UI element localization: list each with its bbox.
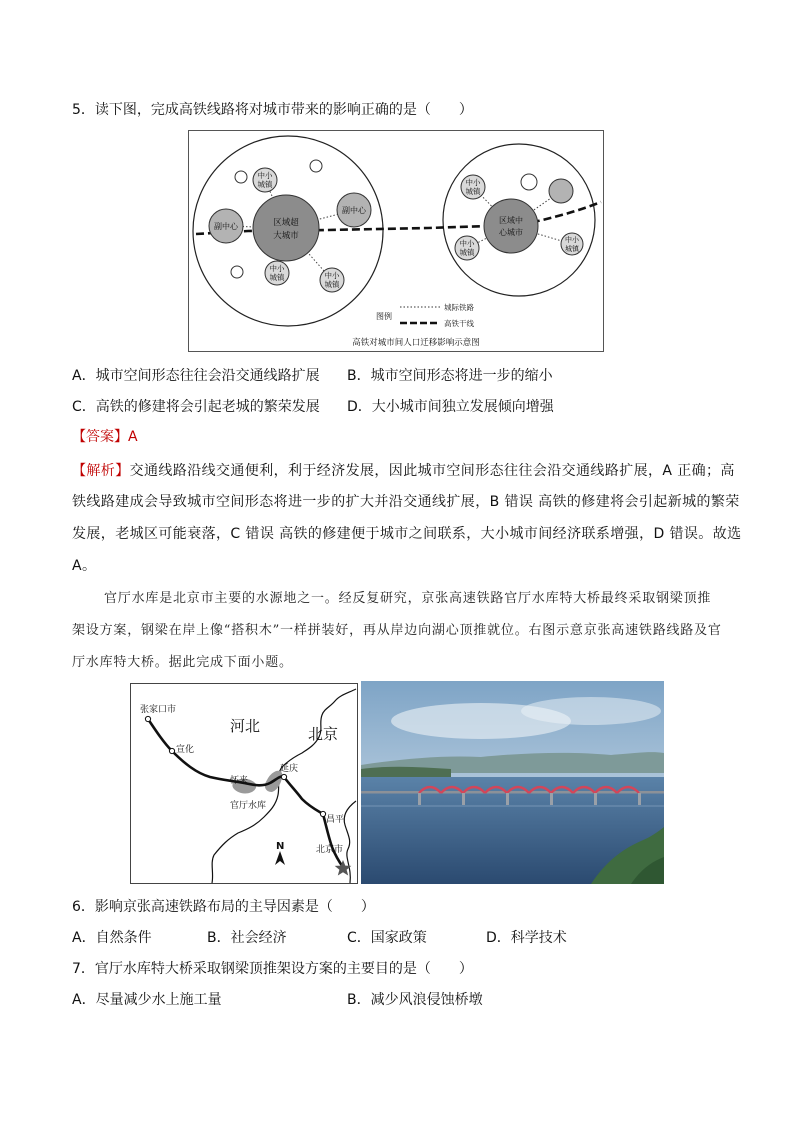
small-town-label: 中小 <box>324 271 340 280</box>
station-dot <box>281 774 286 779</box>
station-dot <box>169 748 174 753</box>
north-arrow-label: N <box>276 841 285 852</box>
answer-label: 【答案】 <box>72 429 128 445</box>
analysis-text: 交通线路沿线交通便利，利于经济发展，因此城市空间形态往往会沿交通线路扩展，A 正确；高 <box>129 463 735 479</box>
question-5-stem: 5．读下图，完成高铁线路将对城市带来的影响正确的是（ ） <box>72 102 473 118</box>
regional-center-city-label: 心城市 <box>499 228 523 237</box>
q5-option-b: B．城市空间形态将进一步的缩小 <box>347 368 553 384</box>
q6-option-c: C．国家政策 <box>347 930 427 946</box>
cloud <box>521 697 661 725</box>
q6-option-d: D．科学技术 <box>486 930 567 946</box>
legend-title: 图例 <box>376 312 392 321</box>
label-beijing-city: 北京市 <box>316 845 344 855</box>
bridge-photo <box>361 681 664 884</box>
label-guanting-reservoir: 官厅水库 <box>230 801 267 811</box>
passage-line: 官厅水库是北京市主要的水源地之一。经反复研究，京张高速铁路官厅水库特大桥最终采取钢梁顶推 <box>104 591 712 606</box>
sub-center-label: 副中心 <box>342 206 366 215</box>
sub-center-label: 副中心 <box>214 222 238 231</box>
station-dot <box>320 811 325 816</box>
small-town-label: 城镇 <box>465 187 481 196</box>
figure-caption: 高铁对城市间人口迁移影响示意图 <box>352 338 480 348</box>
q5-option-d: D．大小城市间独立发展倾向增强 <box>347 399 554 415</box>
label-changping: 昌平 <box>326 815 345 825</box>
village-circle <box>521 174 537 190</box>
q6-option-a: A．自然条件 <box>72 930 152 946</box>
small-town-label: 城镇 <box>269 273 285 282</box>
small-town-label: 城镇 <box>324 280 340 289</box>
label-hebei: 河北 <box>230 717 261 735</box>
regional-center-city-circle <box>484 199 538 253</box>
q5-analysis-line: 铁线路建成会导致城市空间形态将进一步的扩大并沿交通线扩展，B 错误 高铁的修建将会引起新城的繁荣 <box>72 494 740 510</box>
small-town-label: 中小 <box>465 178 481 187</box>
small-town-label: 中小 <box>257 171 273 180</box>
hsr-migration-diagram <box>188 130 604 352</box>
small-town-label: 中小 <box>459 239 475 248</box>
q6-option-b: B．社会经济 <box>207 930 287 946</box>
label-beijing: 北京 <box>308 725 339 743</box>
regional-center-city-label: 区域中 <box>499 216 523 225</box>
station-dot <box>145 716 150 721</box>
regional-megacity-circle <box>253 195 319 261</box>
small-town-label: 城镇 <box>257 180 273 189</box>
q5-option-c: C．高铁的修建将会引起老城的繁荣发展 <box>72 399 320 415</box>
answer-value: A <box>128 429 138 445</box>
small-town-label: 中小 <box>269 264 285 273</box>
q5-analysis-line: A。 <box>72 558 97 574</box>
town-circle <box>549 179 573 203</box>
small-town-label: 中小 <box>565 236 579 244</box>
label-huailai: 怀来 <box>230 776 249 786</box>
label-xuanhua: 宣化 <box>176 745 195 755</box>
q5-analysis-line <box>72 462 735 480</box>
q7-option-b: B．减少风浪侵蚀桥墩 <box>347 992 483 1008</box>
small-town-label: 城镇 <box>459 248 475 257</box>
q7-option-a: A．尽量减少水上施工量 <box>72 992 222 1008</box>
label-yanqing: 延庆 <box>280 764 299 774</box>
regional-megacity-label: 区域超 <box>273 218 299 228</box>
small-town-label: 城镇 <box>565 245 579 253</box>
village-circle <box>310 160 322 172</box>
q5-analysis-line: 发展，老城区可能衰落，C 错误 高铁的修建便于城市之间联系，大小城市间经济联系增强，D 错误。故选 <box>72 526 742 542</box>
analysis-label: 【解析】 <box>72 463 130 479</box>
bridge-reflection <box>361 805 664 807</box>
q5-option-a: A．城市空间形态往往会沿交通线路扩展 <box>72 368 320 384</box>
question-6-stem: 6．影响京张高速铁路布局的主导因素是（ ） <box>72 899 375 915</box>
passage-line: 厅水库特大桥。据此完成下面小题。 <box>72 655 293 670</box>
legend-hsr-label: 高铁干线 <box>444 319 474 328</box>
question-7-stem: 7．官厅水库特大桥采取钢梁顶推架设方案的主要目的是（ ） <box>72 961 473 977</box>
label-zhangjiakou: 张家口市 <box>140 705 177 715</box>
passage-line: 架设方案，钢梁在岸上像“搭积木”一样拼装好，再从岸边向湖心顶推就位。右图示意京张高速铁路线路及官 <box>72 623 722 638</box>
village-circle <box>231 266 243 278</box>
regional-megacity-label: 大城市 <box>273 231 299 241</box>
jingzhang-railway-map <box>130 683 358 884</box>
q5-answer <box>72 428 138 446</box>
village-circle <box>235 171 247 183</box>
legend-intercity-label: 城际铁路 <box>444 303 474 312</box>
